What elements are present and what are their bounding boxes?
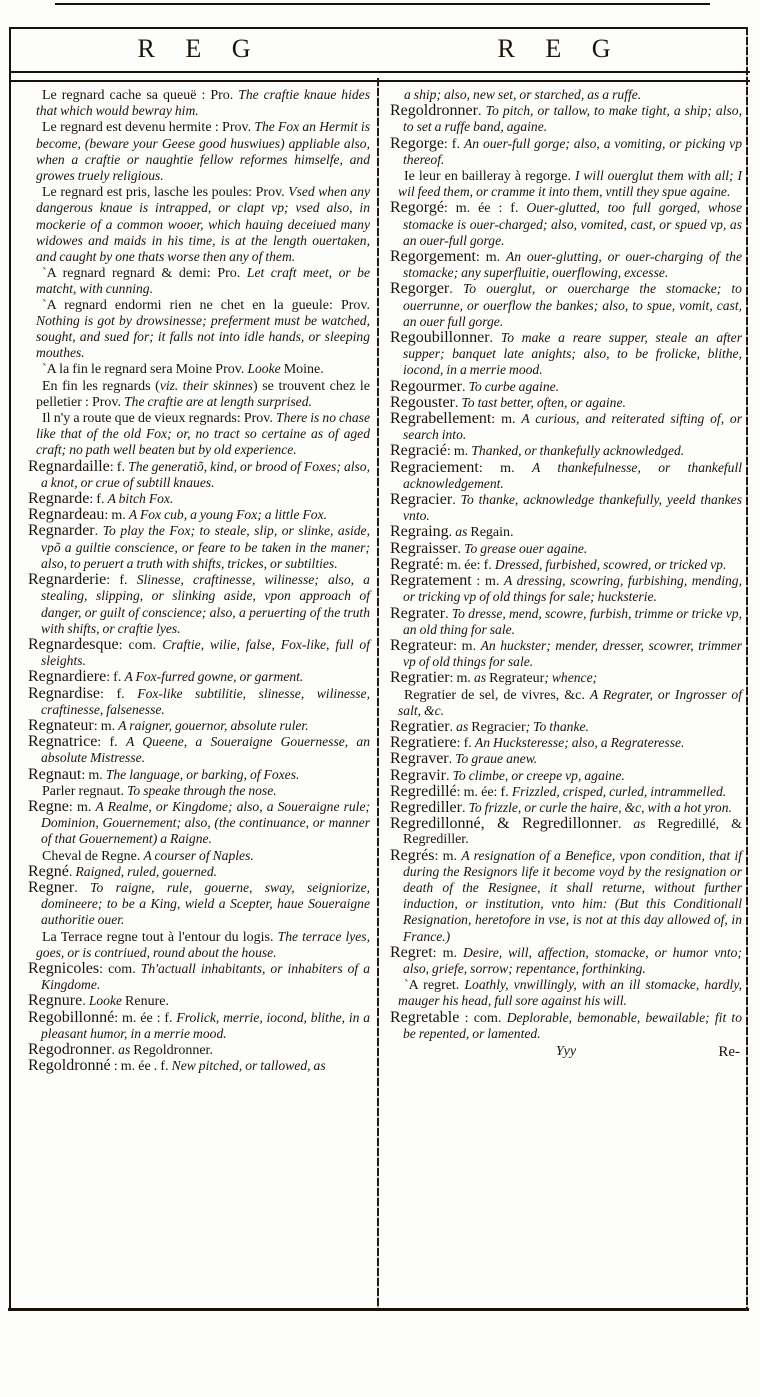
headword: Regouster — [390, 393, 455, 411]
frame-right-rule — [746, 27, 748, 1311]
phrase-text: . — [489, 331, 501, 347]
definition-text: A Fox cub, a young Fox; a little Fox. — [128, 507, 328, 523]
phrase-text: Regrateur — [489, 671, 545, 687]
definition-text: Th'actuall inhabitants, or inhabiters of a Kingdome. — [41, 960, 370, 993]
definition-text: Deplorable, bemonable, bewailable; fit to be repented, or lamented. — [403, 1009, 743, 1041]
headword: Regorger — [390, 280, 450, 298]
column-divider-rule — [377, 78, 379, 1308]
dictionary-entry — [390, 784, 742, 800]
phrase-text: : m. — [478, 460, 533, 476]
definition-text: The Fox an Hermit is become, (beware your Geese good huswiues) appliable also, when a craftie or naughtie fellow reformes himselfe, and growes truely religious. — [36, 119, 370, 184]
headword: Regoldronner — [390, 102, 478, 120]
dictionary-entry — [390, 281, 742, 330]
dictionary-entry — [28, 686, 370, 718]
dictionary-subentry — [28, 298, 370, 362]
dictionary-entry — [390, 395, 742, 411]
dictionary-subentry — [28, 265, 370, 297]
definition-text: An ouer-glutting, or ouer-charging of the stomacke; any superfluitie, ouerflowing, excesse. — [403, 249, 742, 281]
definition-text: The language, or barking, of Foxes. — [105, 766, 300, 782]
definition-text: ; whence; — [544, 670, 598, 686]
phrase-text: : com. — [99, 961, 141, 977]
dictionary-subentry — [28, 378, 370, 410]
definition-text: Dressed, furbished, scowred, or tricked vp. — [494, 556, 727, 572]
dictionary-entry — [390, 524, 742, 540]
headword: Regnicoles — [28, 959, 100, 977]
definition-text: An huckster; mender, dresser, scowrer, trimmer vp of old things for sale. — [403, 637, 743, 670]
definition-text: To speake through the nose. — [127, 782, 277, 798]
headword: Regoldronné — [28, 1057, 111, 1075]
phrase-text: En fin les regnards ( — [42, 378, 160, 394]
dictionary-entry — [390, 735, 742, 751]
phrase-text: : com. — [118, 637, 163, 653]
phrase-text: Regratier de sel, de vivres, &c. — [404, 687, 590, 703]
phrase-text: : m. ée: f. — [456, 784, 512, 800]
definition-text: A Realme, or Kingdome; also, a Soueraigne rule; Dominion, Gouernement; also, (the continuance, or manner of that Gouernement) a Raigne. — [41, 798, 371, 847]
headword: Regraciement — [390, 458, 479, 476]
phrase-text: : m. — [93, 718, 119, 734]
definition-text: New pitched, or tallowed, as — [171, 1058, 326, 1074]
dictionary-subentry — [390, 977, 742, 1009]
dictionary-entry — [390, 606, 742, 638]
dictionary-entry — [390, 411, 742, 443]
dictionary-entry — [390, 670, 742, 686]
dictionary-entry — [390, 638, 742, 670]
dictionary-entry — [390, 136, 742, 168]
phrase-text: . — [82, 994, 89, 1010]
definition-text: The craftie knaue hides that which would bewray him. — [36, 87, 370, 119]
definition-text: as — [455, 524, 471, 540]
dictionary-entry — [390, 443, 742, 459]
headword: Regnardise — [28, 684, 100, 702]
phrase-text: Le regnard est pris, lasche les poules: Prov. — [42, 185, 289, 201]
phrase-text: : m. ée : f. — [114, 1010, 177, 1026]
phrase-text: : m. — [81, 767, 106, 783]
headword: Regodronner — [28, 1040, 112, 1058]
definition-text: To play the Fox; to steale, slip, or slinke, aside, vpõ a guiltie conscience, or feare to be taken in the maner; also, to peruert a truth with shifts, trickes, or subtilties. — [41, 523, 370, 571]
definition-text: The generatiõ, kind, or brood of Foxes; also, a knot, or crue of subtill knaues. — [41, 458, 370, 490]
page-top-edge — [55, 3, 710, 5]
definition-text: To tast better, often, or againe. — [461, 394, 626, 410]
definition-text: To climbe, or creepe vp, againe. — [452, 767, 625, 783]
headword: Regratiere — [390, 734, 457, 752]
headword: Regracier — [390, 491, 453, 509]
signature-mark: Yyy — [555, 1043, 577, 1059]
definition-text: A courser of Naples. — [143, 847, 254, 863]
phrase-text: `A la fin le regnard sera Moine Prov. — [42, 362, 248, 378]
phrase-text: : m. — [449, 671, 475, 687]
phrase-text: . — [617, 817, 634, 833]
dictionary-entry — [28, 523, 370, 572]
phrase-text: : m. — [68, 799, 96, 815]
headword: Regraing — [390, 523, 449, 541]
definition-text: Frolick, merrie, iocond, blithe, in a pleasant humor, in a merrie mood. — [41, 1009, 370, 1041]
dictionary-entry — [28, 491, 370, 507]
phrase-text: : m. — [491, 412, 522, 428]
dictionary-entry — [390, 719, 742, 735]
headword: Regnardiere — [28, 668, 107, 686]
headword: Regner — [28, 878, 75, 896]
headword: Regnarde — [28, 490, 90, 508]
dictionary-entry — [28, 961, 370, 993]
definition-text: A Regrater, or Ingrosser of salt, &c. — [398, 686, 742, 718]
definition-text: Looke — [88, 993, 126, 1009]
dictionary-subentry — [28, 410, 370, 459]
headword: Regourmer — [390, 377, 462, 395]
definition-text: Loathly, vnwillingly, with an ill stomacke, hardly, mauger his head, full sore against his will. — [398, 977, 743, 1009]
phrase-text: `A regnard endormi rien ne chet en la gueule: Prov. — [42, 297, 370, 313]
phrase-text: : m. — [432, 945, 464, 961]
dictionary-entry — [390, 460, 742, 492]
phrase-text: . — [477, 104, 486, 120]
phrase-text: : f. — [106, 670, 125, 686]
definition-text: To thanke, acknowledge thankefully, yeeld thankes vnto. — [403, 492, 742, 524]
definition-text: as — [118, 1041, 134, 1057]
dictionary-entry — [28, 637, 370, 669]
phrase-text: La Terrace regne tout à l'entour du logis. — [42, 929, 278, 945]
phrase-text: : com. — [459, 1010, 507, 1026]
dictionary-subentry — [28, 929, 370, 961]
signature-line — [390, 1044, 742, 1060]
definition-text: Fox-like subtilitie, slinesse, wilinesse, craftinesse, falsenesse. — [41, 685, 370, 717]
headword: Regnardaille — [28, 457, 110, 475]
dictionary-entry — [28, 1010, 370, 1042]
dictionary-subentry — [28, 87, 370, 119]
phrase-text: : m. — [446, 444, 472, 460]
headword: Regredillonné, & Regredillonner — [390, 815, 618, 833]
headword: Regnarder — [28, 522, 95, 540]
phrase-text: . — [457, 541, 465, 557]
dictionary-entry — [28, 669, 370, 685]
phrase-text: . — [448, 752, 456, 768]
dictionary-entry — [390, 249, 742, 281]
frame-top-rule — [10, 27, 748, 29]
dictionary-entry — [28, 880, 370, 929]
headword: Regratement — [390, 572, 472, 590]
dictionary-subentry — [28, 119, 370, 184]
definition-text: Frizzled, crisped, curled, intrammelled. — [511, 783, 727, 799]
dictionary-entry — [28, 734, 370, 766]
phrase-text: Le regnard cache sa queuë : Pro. — [42, 88, 239, 103]
definition-text: To frizzle, or curle the haire, &c, with a hot yron. — [468, 799, 732, 815]
phrase-text: . — [74, 880, 91, 896]
phrase-text: . — [461, 800, 469, 816]
headword: Regobillonné — [28, 1008, 115, 1026]
dictionary-entry — [390, 492, 742, 524]
definition-text: Let craft meet, or be matcht, with cunning. — [36, 265, 370, 297]
definition-text: There is no chase like that of the old Fox; or, no tract so certaine as of aged craft; no path well beaten but by old experience. — [36, 410, 370, 458]
headword: Regrés — [390, 846, 435, 864]
definition-text: Slinesse, craftinesse, wilinesse; also, a stealing, slipping, or slinking aside, vpon approach of danger, or guilt of conscience; also, a peruerting of the truth with shifts, or craftie lyes. — [41, 572, 370, 636]
phrase-text: . — [449, 282, 463, 298]
headword: Regnatrice — [28, 733, 98, 751]
phrase-text: Regain. — [470, 525, 514, 541]
definition-text: as — [474, 670, 490, 686]
headword: Regorgement — [390, 248, 476, 266]
phrase-text: : f. — [443, 136, 464, 152]
headword: Regravir — [390, 766, 446, 784]
definition-text: Desire, will, affection, stomacke, or humor vnto; also, griefe, sorrow; repentance, forthinking. — [403, 944, 742, 976]
phrase-text: : m. ée: f. — [439, 557, 495, 573]
phrase-text: . — [452, 493, 461, 509]
frame-left-rule — [9, 27, 11, 1311]
frame-bottom-rule — [8, 1308, 749, 1311]
definition-text: viz. their skinnes — [159, 377, 253, 393]
definition-text: Vsed when any dangerous knaue is intrapped, or clapt vp; vsed also, in mockerie of a common wooer, which hauing deceiued many widowes and maids in his time, is at the length ouertaken, and caught by one thats worse then any of them. — [36, 184, 370, 265]
dictionary-entry — [390, 800, 742, 816]
dictionary-subentry — [390, 87, 742, 103]
phrase-text: ) se trouvent chez le pelletier : Prov. — [36, 378, 370, 410]
definition-text: A raigner, gouernor, absolute ruler. — [118, 717, 309, 733]
dictionary-subentry — [390, 687, 742, 719]
definition-text: Raigned, ruled, gouerned. — [75, 863, 218, 879]
header-separator-rule — [10, 71, 750, 82]
dictionary-entry — [28, 1058, 370, 1074]
phrase-text: : f. — [99, 686, 138, 702]
dictionary-entry — [390, 573, 742, 605]
headword: Regnaut — [28, 765, 82, 783]
headword: Regret — [390, 943, 433, 961]
headword: Regrater — [390, 604, 446, 622]
phrase-text: : m. ée . f. — [110, 1059, 172, 1075]
phrase-text: . — [448, 525, 456, 541]
phrase-text: Regoldronner. — [133, 1042, 213, 1058]
phrase-text: : f. — [89, 492, 108, 508]
headword: Regnarderie — [28, 571, 107, 589]
dictionary-entry — [28, 1042, 370, 1058]
definition-text: To ouerglut, or ouercharge the stomacke; to ouerrunne, or ouerflow the bankes; also, to spue, vomit, cast, an ouer full gorge. — [403, 281, 742, 329]
phrase-text: . — [445, 606, 452, 622]
dictionary-entry — [28, 718, 370, 734]
dictionary-entry — [28, 767, 370, 783]
dictionary-entry — [28, 864, 370, 880]
headword: Regnardeau — [28, 506, 105, 524]
dictionary-entry — [390, 945, 742, 977]
definition-text: Thanked, or thankefully acknowledged. — [471, 443, 685, 459]
definition-text: An Hucksteresse; also, a Regrateresse. — [474, 735, 685, 751]
phrase-text: . — [68, 864, 76, 880]
phrase-text: Renure. — [125, 994, 169, 1010]
definition-text: as — [456, 718, 472, 734]
phrase-text: : f. — [456, 736, 475, 752]
definition-text: The terrace lyes, goes, or is contriued, round about the house. — [36, 928, 370, 960]
dictionary-entry — [390, 557, 742, 573]
phrase-text: : f. — [109, 459, 129, 475]
dictionary-entry — [390, 816, 742, 847]
dictionary-entry — [390, 541, 742, 557]
dictionary-column-right — [390, 87, 742, 1060]
definition-text: Nothing is got by drowsinesse; preferment must be watched, sought, and sued for; it falls not into idle hands, or sleeping mouthes. — [36, 312, 370, 361]
definition-text: A Fox-furred gowne, or garment. — [124, 669, 304, 685]
definition-text: A thankefulnesse, or thankefull acknowledgement. — [403, 459, 743, 491]
phrase-text: Ie leur en bailleray à regorge. — [404, 169, 575, 185]
phrase-text: . — [94, 524, 103, 540]
phrase-text: `A regnard regnard & demi: Pro. — [42, 266, 247, 282]
definition-text: ; To thanke. — [525, 718, 589, 734]
headword: Regné — [28, 862, 69, 880]
catchword: Re- — [718, 1043, 740, 1060]
definition-text: I will ouerglut them with all; I wil feed them, or cramme it into them, vntill they spue againe. — [398, 168, 742, 200]
running-head-left: R E G — [137, 34, 263, 63]
phrase-text: : m. — [434, 848, 462, 864]
phrase-text: Le regnard est devenu hermite : Prov. — [42, 120, 255, 136]
headword: Regraté — [390, 555, 440, 573]
headword: Regrediller — [390, 798, 462, 816]
headword: Regorge — [390, 134, 444, 152]
dictionary-subentry — [28, 184, 370, 265]
definition-text: as — [633, 816, 658, 832]
dictionary-entry — [390, 103, 742, 135]
definition-text: Ouer-glutted, too full gorged, whose stomacke is ouer-charged; also, vomited, cast, or spued vp, as an ouer-full gorge. — [403, 200, 743, 248]
definition-text: To grease ouer againe. — [464, 540, 588, 556]
phrase-text: : m. ée : f. — [443, 201, 527, 217]
phrase-text: Cheval de Regne. — [42, 848, 144, 864]
phrase-text: : f. — [106, 573, 137, 589]
definition-text: A bitch Fox. — [107, 491, 174, 507]
headword: Regratier — [390, 717, 450, 735]
phrase-text: : m. — [453, 638, 481, 654]
definition-text: The craftie are at length surprised. — [124, 393, 312, 409]
phrase-text: `A regret. — [404, 978, 465, 994]
headword: Regretable — [390, 1008, 460, 1026]
phrase-text: : m. — [471, 574, 504, 590]
dictionary-entry — [390, 751, 742, 767]
phrase-text: . — [445, 768, 453, 784]
definition-text: To pitch, or tallow, to make tight, a ship; also, to set a ruffe band, againe. — [403, 103, 742, 135]
dictionary-entry — [390, 1010, 742, 1042]
definition-text: A Queene, a Soueraigne Gouernesse, an absolute Mistresse. — [41, 734, 370, 766]
dictionary-entry — [390, 768, 742, 784]
definition-text: To dresse, mend, scowre, furbish, trimme or tricke vp, an old thing for sale. — [403, 605, 742, 637]
phrase-text: . — [449, 719, 457, 735]
definition-text: To graue anew. — [455, 751, 538, 767]
phrase-text: . — [454, 395, 462, 411]
dictionary-entry — [390, 330, 742, 379]
headword: Regredillé — [390, 782, 457, 800]
phrase-text: : m. — [104, 508, 129, 524]
dictionary-entry — [390, 200, 742, 249]
definition-text: A dressing, scowring, furbishing, mending, or tricking vp of old things for sale; hucksterie. — [403, 573, 742, 605]
dictionary-subentry — [28, 783, 370, 799]
headword: Regne — [28, 797, 69, 815]
dictionary-entry — [28, 799, 370, 848]
dictionary-column-left — [28, 87, 370, 1074]
definition-text: A curious, and reiterated sifting of, or search into. — [403, 411, 742, 443]
dictionary-entry — [390, 379, 742, 395]
definition-text: Craftie, wilie, false, Fox-like, full of sleights. — [41, 636, 370, 669]
definition-text: An ouer-full gorge; also, a vomiting, or picking vp thereof. — [403, 135, 742, 167]
headword: Regnardesque — [28, 635, 119, 653]
phrase-text: . — [461, 379, 469, 395]
definition-text: a ship; also, new set, or starched, as a ruffe. — [404, 87, 642, 102]
dictionary-entry — [28, 993, 370, 1009]
definition-text: A resignation of a Benefice, vpon condition, that if during the Resignors life it become voyd by the resignation or death of the Resignee, it shall returne, without further induction, or institution, vnto him: (But this Conditionall Resignation, heretofore in vse, is not at this day allowed of, in France.) — [403, 847, 742, 944]
headword: Regraisser — [390, 539, 458, 557]
dictionary-subentry — [28, 848, 370, 864]
headword: Regracié — [390, 442, 447, 460]
definition-text: To curbe againe. — [468, 378, 560, 394]
headword: Regrateur — [390, 636, 454, 654]
phrase-text: Regredillé, & Regrediller. — [403, 817, 742, 848]
phrase-text: Parler regnaut. — [42, 783, 128, 799]
definition-text: To make a reare supper, steale an after supper; banquet late anights; also, to be frolicke, blithe, iocond, in a merrie mood. — [403, 330, 742, 378]
phrase-text: : f. — [97, 735, 127, 751]
phrase-text: Regracier — [471, 719, 526, 735]
dictionary-entry — [390, 848, 742, 945]
phrase-text: : m. — [475, 250, 506, 266]
dictionary-entry — [28, 572, 370, 637]
phrase-text: Il n'y a route que de vieux regnards: Prov. — [42, 411, 277, 427]
phrase-text: . — [111, 1042, 119, 1058]
headword: Regraver — [390, 750, 449, 768]
headword: Regoubillonner — [390, 329, 490, 347]
headword: Regnateur — [28, 716, 94, 734]
running-head-right: R E G — [497, 34, 623, 63]
dictionary-subentry — [28, 361, 370, 377]
dictionary-entry — [28, 507, 370, 523]
definition-text: Looke — [247, 361, 284, 377]
headword: Regratier — [390, 669, 450, 687]
definition-text: To raigne, rule, gouerne, sway, seigniorize, domineere; to be a King, wield a Scepter, haue Soueraigne authoritie ouer. — [41, 879, 370, 928]
headword: Regnure — [28, 992, 83, 1010]
phrase-text: Moine. — [283, 362, 324, 378]
dictionary-subentry — [390, 168, 742, 200]
headword: Regrabellement — [390, 410, 492, 428]
headword: Regorgé — [390, 199, 444, 217]
dictionary-entry — [28, 459, 370, 491]
